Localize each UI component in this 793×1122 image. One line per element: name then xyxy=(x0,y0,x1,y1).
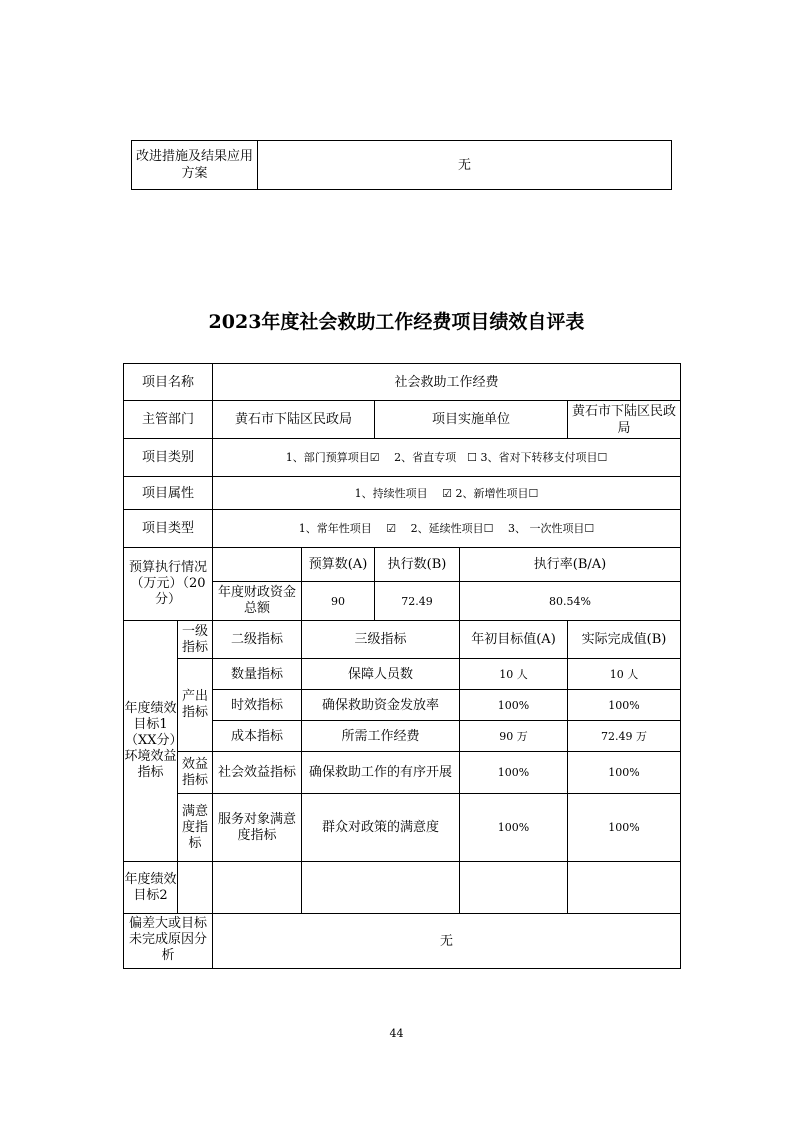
output-label: 产出指标 xyxy=(178,659,213,752)
row-deviation xyxy=(124,914,681,969)
indicator-l2: 数量指标 xyxy=(213,659,302,690)
header-level1: 一级指标 xyxy=(178,621,213,659)
row-budget-header xyxy=(124,548,681,582)
indicator-target: 90 万 xyxy=(460,721,568,752)
deviation-value: 无 xyxy=(213,914,681,969)
row-goal2 xyxy=(124,862,681,914)
impl-label: 项目实施单位 xyxy=(375,401,568,439)
header-level2: 二级指标 xyxy=(213,621,302,659)
header-level3: 三级指标 xyxy=(302,621,460,659)
table-row xyxy=(124,659,681,690)
deviation-label: 偏差大或目标未完成原因分析 xyxy=(124,914,213,969)
goal2-label: 年度绩效目标2 xyxy=(124,862,178,914)
attribute-label: 项目属性 xyxy=(124,477,213,510)
indicator-l3: 群众对政策的满意度 xyxy=(302,794,460,862)
row-type xyxy=(124,510,681,548)
empty-cell xyxy=(178,862,213,914)
indicator-l2: 时效指标 xyxy=(213,690,302,721)
indicator-l3: 确保救助资金发放率 xyxy=(302,690,460,721)
indicator-target: 100% xyxy=(460,794,568,862)
budget-header-b: 执行数(B) xyxy=(375,548,460,582)
header-target: 年初目标值(A) xyxy=(460,621,568,659)
goal1-label: 年度绩效目标1（XX分）环境效益指标 xyxy=(124,621,178,862)
budget-header-empty xyxy=(213,548,302,582)
empty-cell xyxy=(302,862,460,914)
empty-cell xyxy=(213,862,302,914)
row-project-name xyxy=(124,364,681,401)
budget-label: 预算执行情况（万元）（20分） xyxy=(124,548,213,621)
indicator-actual: 72.49 万 xyxy=(568,721,681,752)
improvement-label: 改进措施及结果应用方案 xyxy=(132,141,258,190)
indicator-target: 100% xyxy=(460,690,568,721)
indicator-actual: 100% xyxy=(568,690,681,721)
table-row xyxy=(124,752,681,794)
dept-label: 主管部门 xyxy=(124,401,213,439)
satisfaction-label: 满意度指标 xyxy=(178,794,213,862)
row-department xyxy=(124,401,681,439)
budget-rate: 80.54% xyxy=(460,582,681,621)
indicator-target: 100% xyxy=(460,752,568,794)
budget-b: 72.49 xyxy=(375,582,460,621)
indicator-l3: 确保救助工作的有序开展 xyxy=(302,752,460,794)
row-attribute xyxy=(124,477,681,510)
empty-cell xyxy=(568,862,681,914)
budget-row-label: 年度财政资金总额 xyxy=(213,582,302,621)
empty-cell xyxy=(460,862,568,914)
indicator-l2: 服务对象满意度指标 xyxy=(213,794,302,862)
page-number: 44 xyxy=(389,1027,404,1040)
budget-a: 90 xyxy=(302,582,375,621)
project-name-value: 社会救助工作经费 xyxy=(213,364,681,401)
row-indicator-header xyxy=(124,621,681,659)
improvement-value: 无 xyxy=(258,141,672,190)
benefit-label: 效益指标 xyxy=(178,752,213,794)
budget-header-rate: 执行率(B/A) xyxy=(460,548,681,582)
indicator-l3: 所需工作经费 xyxy=(302,721,460,752)
budget-header-a: 预算数(A) xyxy=(302,548,375,582)
category-value: 1、部门预算项目☑ 2、省直专项 ☐ 3、省对下转移支付项目☐ xyxy=(213,439,681,477)
category-label: 项目类别 xyxy=(124,439,213,477)
indicator-l2: 社会效益指标 xyxy=(213,752,302,794)
indicator-actual: 100% xyxy=(568,794,681,862)
dept-value: 黄石市下陆区民政局 xyxy=(213,401,375,439)
row-category xyxy=(124,439,681,477)
table-row xyxy=(124,794,681,862)
attribute-value: 1、持续性项目 ☑ 2、新增性项目☐ xyxy=(213,477,681,510)
performance-table xyxy=(123,363,681,969)
project-name-label: 项目名称 xyxy=(124,364,213,401)
indicator-actual: 100% xyxy=(568,752,681,794)
indicator-actual: 10 人 xyxy=(568,659,681,690)
type-value: 1、常年性项目 ☑ 2、延续性项目☐ 3、 一次性项目☐ xyxy=(213,510,681,548)
header-actual: 实际完成值(B) xyxy=(568,621,681,659)
impl-value: 黄石市下陆区民政局 xyxy=(568,401,681,439)
page-title: 2023年度社会救助工作经费项目绩效自评表 xyxy=(208,311,585,333)
indicator-target: 10 人 xyxy=(460,659,568,690)
type-label: 项目类型 xyxy=(124,510,213,548)
improvement-table xyxy=(131,140,672,190)
indicator-l2: 成本指标 xyxy=(213,721,302,752)
indicator-l3: 保障人员数 xyxy=(302,659,460,690)
